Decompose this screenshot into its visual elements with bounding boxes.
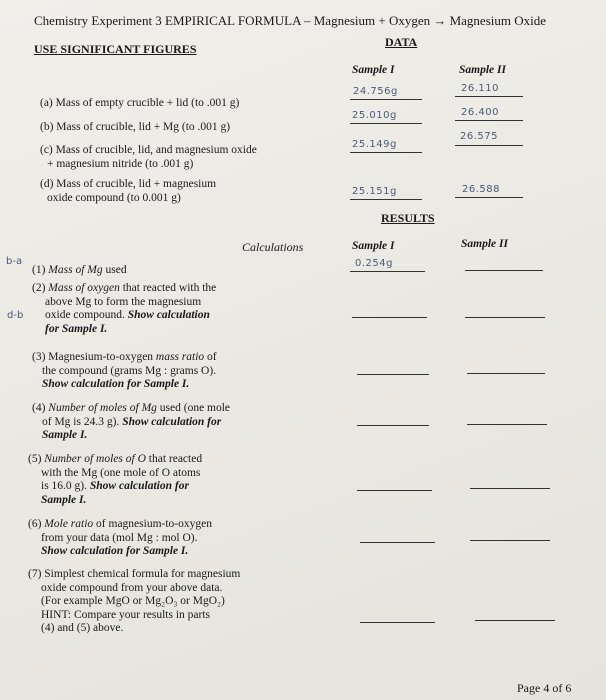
row-c-sample-2: 26.575	[460, 131, 498, 142]
q2-label: (2) Mass of oxygen that reacted with the above Mg to form the magnesium oxide compound. Show calculation for Sample I.	[32, 282, 217, 335]
row-d-label-line-1: (d) Mass of crucible, lid + magnesium	[40, 178, 217, 190]
margin-note-d-minus-b: d-b	[7, 310, 24, 321]
q2-line-2	[465, 317, 545, 318]
row-d-label	[40, 178, 216, 205]
row-d-line-1	[350, 199, 422, 200]
q6-label: (6) Mole ratio of magnesium-to-oxygen from your data (mol Mg : mol O). Show calculation for Sample I.	[28, 518, 212, 557]
q6-line-1	[360, 542, 435, 543]
data-col-sample-2: Sample II	[459, 64, 506, 76]
q3-label: (3) Magnesium-to-oxygen mass ratio of the compound (grams Mg : grams O). Show calculation for Sample I.	[32, 351, 217, 390]
q6-line-2	[470, 540, 550, 541]
row-c-label-line-1: (c) Mass of crucible, lid, and magnesium oxide	[40, 144, 257, 156]
q7-line-2	[475, 620, 555, 621]
row-a-label: (a) Mass of empty crucible + lid (to .001 g)	[40, 97, 240, 109]
page-number: Page 4 of 6	[517, 681, 572, 695]
q5-label: (5) Number of moles of O that reacted with the Mg (one mole of O atoms is 16.0 g). Show calculation for Sample I.	[28, 453, 203, 506]
page-title: Chemistry Experiment 3 EMPIRICAL FORMULA – Magnesium + Oxygen → Magnesium Oxide	[34, 13, 547, 28]
row-c-label	[40, 144, 257, 171]
row-a-sample-2: 26.110	[461, 83, 499, 94]
row-b-sample-1: 25.010g	[352, 110, 397, 121]
row-a-sample-1: 24.756g	[353, 86, 398, 97]
results-heading: RESULTS	[381, 211, 435, 225]
row-c-line-2	[455, 145, 523, 146]
data-heading: DATA	[385, 35, 418, 49]
q1-line-1	[350, 271, 425, 272]
row-d-line-2	[455, 197, 523, 198]
q3-line-2	[467, 373, 545, 374]
q7-label: (7) Simplest chemical formula for magnesium oxide compound from your above data. (For example MgO or Mg₂O₃ or MgO₂) HINT: Compare your results in parts (4) and (5) above.	[28, 568, 241, 634]
q4-line-2	[467, 424, 547, 425]
row-c-label-line-2: + magnesium nitride (to .001 g)	[47, 157, 194, 170]
q1-sample-1: 0.254g	[355, 258, 393, 269]
row-c-line-1	[350, 152, 422, 153]
q5-line-1	[357, 490, 432, 491]
calculations-label: Calculations	[242, 240, 304, 254]
row-d-sample-1: 25.151g	[352, 186, 397, 197]
row-a-line-2	[455, 96, 523, 97]
q4-label: (4) Number of moles of Mg used (one mole of Mg is 24.3 g). Show calculation for Sample I.	[32, 402, 231, 441]
results-col-sample-1: Sample I	[352, 240, 395, 252]
row-d-sample-2: 26.588	[462, 184, 500, 195]
q1-label: (1) Mass of Mg used	[32, 264, 127, 276]
row-b-label: (b) Mass of crucible, lid + Mg (to .001 g)	[40, 121, 231, 133]
data-col-sample-1: Sample I	[352, 64, 395, 76]
q2-line-1	[352, 317, 427, 318]
q5-line-2	[470, 488, 550, 489]
row-b-line-2	[455, 120, 523, 121]
q1-line-2	[465, 270, 543, 271]
row-a-line-1	[350, 99, 422, 100]
q3-line-1	[357, 374, 429, 375]
row-d-label-line-2: oxide compound (to 0.001 g)	[47, 191, 181, 204]
row-b-line-1	[350, 123, 422, 124]
q4-line-1	[357, 425, 429, 426]
margin-note-b-minus-a: b-a	[6, 256, 23, 267]
q7-line-1	[360, 622, 435, 623]
sig-figs-heading: USE SIGNIFICANT FIGURES	[34, 42, 197, 56]
results-col-sample-2: Sample II	[461, 238, 508, 250]
row-b-sample-2: 26.400	[461, 107, 499, 118]
row-c-sample-1: 25.149g	[352, 139, 397, 150]
